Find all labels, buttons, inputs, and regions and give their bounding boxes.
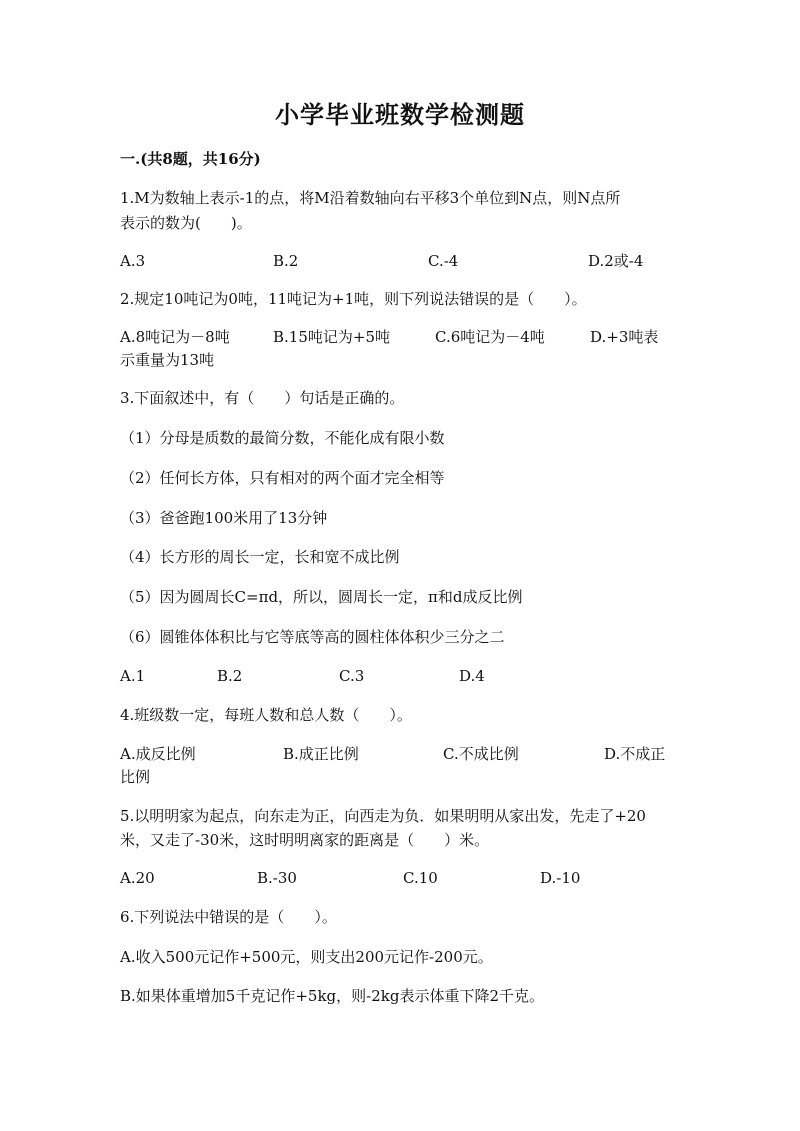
question-2-option-d-continued: 示重量为13吨: [120, 351, 215, 369]
question-2-stem: 2.规定10吨记为0吨，11吨记为+1吨，则下列说法错误的是（ ）。: [120, 290, 587, 308]
question-1-stem-line-1: 1.M为数轴上表示-1的点，将M沿着数轴向右平移3个单位到N点，则N点所: [120, 189, 621, 207]
question-1-option-a: A.3: [120, 252, 146, 270]
question-6-option-a: A.收入500元记作+500元，则支出200元记作-200元。: [120, 948, 493, 966]
question-3-statement: （1）分母是质数的最简分数，不能化成有限小数: [120, 429, 445, 447]
question-1-option-d: D.2或-4: [588, 252, 644, 270]
question-1-option-c: C.-4: [428, 252, 459, 270]
question-3-option-a: A.1: [120, 667, 146, 685]
question-3-option-c: C.3: [339, 667, 365, 685]
question-2-option-d: D.+3吨表: [590, 328, 659, 346]
question-3-statement: （2）任何长方体，只有相对的两个面才完全相等: [120, 469, 445, 487]
question-3-statement: （4）长方形的周长一定，长和宽不成比例: [120, 548, 400, 566]
question-3-statement: （3）爸爸跑100米用了13分钟: [120, 509, 328, 527]
question-4-option-d-continued: 比例: [120, 768, 151, 786]
question-2-option-a: A.8吨记为－8吨: [120, 328, 230, 346]
page-title: 小学毕业班数学检测题: [275, 100, 525, 129]
question-6-option-b: B.如果体重增加5千克记作+5kg，则-2kg表示体重下降2千克。: [120, 987, 544, 1005]
question-4-option-b: B.成正比例: [283, 745, 359, 763]
question-3-stem: 3.下面叙述中，有（ ）句话是正确的。: [120, 389, 405, 407]
question-5-stem-line-2: 米，又走了-30米，这时明明离家的距离是（ ）米。: [120, 831, 490, 849]
question-5-option-b: B.-30: [257, 869, 297, 887]
question-3-option-b: B.2: [217, 667, 243, 685]
question-6-stem: 6.下列说法中错误的是（ ）。: [120, 908, 337, 926]
question-1-option-b: B.2: [273, 252, 299, 270]
question-4-stem: 4.班级数一定，每班人数和总人数（ ）。: [120, 706, 412, 724]
question-4-option-a: A.成反比例: [120, 745, 196, 763]
question-3-statement: （6）圆锥体体积比与它等底等高的圆柱体体积少三分之二: [120, 628, 505, 646]
question-4-option-d: D.不成正: [604, 745, 666, 763]
question-5-option-a: A.20: [120, 869, 155, 887]
section-heading: 一.(共8题，共16分): [120, 150, 261, 168]
question-2-option-b: B.15吨记为+5吨: [273, 328, 390, 346]
question-5-option-c: C.10: [403, 869, 438, 887]
question-5-stem-line-1: 5.以明明家为起点，向东走为正，向西走为负．如果明明从家出发，先走了+20: [120, 807, 646, 825]
question-4-option-c: C.不成比例: [443, 745, 519, 763]
question-2-option-c: C.6吨记为－4吨: [435, 328, 545, 346]
question-5-option-d: D.-10: [540, 869, 581, 887]
question-3-statement: （5）因为圆周长C=πd，所以，圆周长一定，π和d成反比例: [120, 588, 523, 606]
question-1-stem-line-2: 表示的数为( )。: [120, 214, 252, 232]
question-3-option-d: D.4: [459, 667, 485, 685]
